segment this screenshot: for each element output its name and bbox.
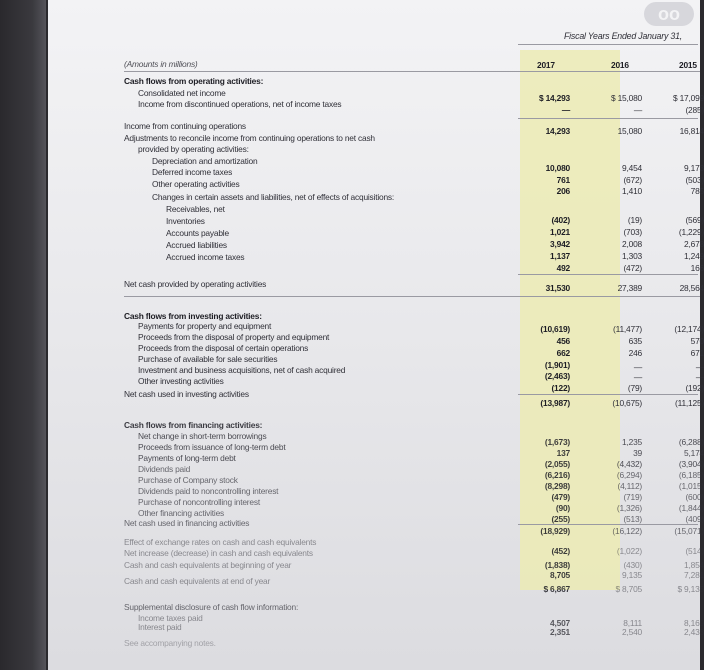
change-value-2015: 166 [690, 263, 704, 273]
ending-2017: $ 6,867 [543, 584, 570, 594]
op-item-value-2016: 9,454 [622, 163, 642, 173]
change-item-label: Receivables, net [166, 204, 225, 214]
op-item-label: Deferred income taxes [152, 167, 233, 177]
operating-total-label: Net cash provided by operating activities [124, 279, 267, 289]
year-2017: 2017 [537, 60, 555, 70]
inv-value-2017: (122) [551, 383, 570, 393]
op-total-2016: 27,389 [617, 283, 642, 293]
amounts-note: (Amounts in millions) [124, 59, 198, 69]
fx-2017: (452) [551, 546, 570, 556]
fin-total-2017: (18,929) [540, 526, 570, 536]
inv-value-2016: (79) [627, 383, 642, 393]
net-change-label: Net increase (decrease) in cash and cash equivalents [124, 548, 313, 558]
op-item-value-2015: 9,173 [684, 163, 704, 173]
inv-value-2017: 456 [556, 336, 570, 346]
op-item-label: Other operating activities [152, 179, 240, 189]
fin-value-2017: (2,055) [544, 459, 570, 469]
fin-total-2015: (15,071) [674, 526, 704, 536]
fin-item-label: Purchase of Company stock [138, 475, 238, 485]
op-total-2017: 31,530 [545, 283, 570, 293]
inv-value-2015: (12,174) [674, 324, 704, 334]
inv-value-2016: — [633, 362, 642, 372]
inv-value-2015: 570 [690, 336, 704, 346]
op-item-value-2017: 761 [556, 175, 570, 185]
logo-watermark-icon: oo [644, 2, 694, 26]
fin-item-label: Payments of long-term debt [138, 453, 236, 463]
op-item-value-2016: 1,410 [622, 186, 642, 196]
fiscal-period-header: Fiscal Years Ended January 31, [564, 31, 683, 41]
investing-heading: Cash flows from investing activities: [124, 311, 262, 321]
cni-2016: $ 15,080 [610, 93, 642, 103]
beginning-label: Cash and cash equivalents at beginning of year [124, 560, 292, 570]
change-value-2015: (569) [685, 215, 704, 225]
year-2016: 2016 [611, 60, 629, 70]
inv-value-2015: (192) [685, 383, 704, 393]
fin-value-2016: 39 [633, 448, 642, 458]
supp-item-label: Income taxes paid [138, 613, 203, 623]
fin-value-2016: (1,326) [616, 503, 642, 513]
supp-value-2016: 8,111 [623, 618, 642, 628]
change-item-label: Accounts payable [166, 228, 229, 238]
fin-value-2017: (479) [551, 492, 570, 502]
change-value-2015: 1,249 [684, 251, 704, 261]
supp-value-2017: 4,507 [550, 618, 570, 628]
discontinued-label: Income from discontinued operations, net of income taxes [138, 99, 342, 109]
fin-value-2016: (4,112) [617, 481, 642, 491]
inv-value-2015: — [695, 372, 704, 382]
op-item-value-2016: (672) [623, 175, 642, 185]
supp-value-2017: 2,351 [550, 627, 570, 637]
op-item-value-2015: 785 [690, 186, 704, 196]
net-change-2016: (430) [623, 560, 642, 570]
inv-value-2017: (10,619) [540, 324, 570, 334]
change-value-2016: 2,008 [622, 239, 642, 249]
op-item-label: Depreciation and amortization [152, 156, 258, 166]
cont-2017: 14,293 [545, 126, 570, 136]
fin-value-2016: (4,432) [616, 459, 642, 469]
fin-value-2017: (90) [555, 503, 570, 513]
fin-value-2015: (6,288) [678, 437, 704, 447]
fin-value-2017: (6,216) [544, 470, 570, 480]
fin-value-2015: 5,174 [684, 448, 704, 458]
inv-value-2016: 635 [628, 336, 642, 346]
rule-section-operating [124, 296, 700, 297]
ending-2015: $ 9,135 [677, 584, 704, 594]
inv-item-label: Other investing activities [138, 376, 224, 386]
supp-value-2015: 2,433 [684, 627, 704, 637]
change-item-label: Inventories [166, 216, 205, 226]
rule-financing-total [518, 524, 698, 525]
inv-item-label: Payments for property and equipment [138, 321, 272, 331]
inv-item-label: Purchase of available for sale securities [138, 354, 278, 364]
fin-value-2017: (8,298) [544, 481, 570, 491]
beginning-2017: 8,705 [550, 570, 570, 580]
fin-item-label: Dividends paid [138, 464, 191, 474]
disc-2016: — [633, 105, 642, 115]
fin-item-label: Net change in short-term borrowings [138, 431, 267, 441]
ending-label: Cash and cash equivalents at end of year [124, 576, 271, 586]
fin-item-label: Other financing activities [138, 508, 225, 518]
op-item-value-2015: (503) [685, 175, 704, 185]
inv-item-label: Investment and business acquisitions, net of cash acquired [138, 365, 346, 375]
rule-operating-total [518, 274, 698, 275]
year-2015: 2015 [679, 60, 697, 70]
header-bottom-rule [124, 71, 700, 72]
fin-value-2016: 1,235 [622, 437, 642, 447]
change-item-label: Accrued liabilities [166, 240, 227, 250]
inv-value-2017: (2,463) [544, 371, 570, 381]
financing-heading: Cash flows from financing activities: [124, 420, 263, 430]
disc-2015: (285) [685, 105, 704, 115]
cni-2015: $ 17,099 [672, 93, 704, 103]
inv-value-2015: 671 [690, 348, 704, 358]
investing-total-label: Net cash used in investing activities [124, 389, 249, 399]
adjustments-label-2: provided by operating activities: [138, 144, 249, 154]
fx-2015: (514) [685, 546, 704, 556]
financing-total-label: Net cash used in financing activities [124, 518, 250, 528]
fin-value-2015: (409) [685, 514, 704, 524]
change-value-2016: (703) [623, 227, 642, 237]
net-change-2017: (1,838) [544, 560, 570, 570]
change-value-2017: 1,021 [550, 227, 570, 237]
supp-value-2016: 2,540 [622, 627, 642, 637]
fin-value-2015: (3,904) [678, 459, 704, 469]
beginning-2015: 7,281 [684, 570, 704, 580]
header-rule [518, 44, 698, 45]
net-change-2015: 1,854 [684, 560, 704, 570]
change-value-2016: (472) [623, 263, 642, 273]
fin-item-label: Dividends paid to noncontrolling interest [138, 486, 279, 496]
beginning-2016: 9,135 [622, 570, 642, 580]
footnote: See accompanying notes. [124, 638, 216, 648]
fin-value-2017: (1,673) [544, 437, 570, 447]
change-value-2015: (1,229) [678, 227, 704, 237]
operating-heading: Cash flows from operating activities: [124, 76, 264, 86]
fin-value-2016: (513) [623, 514, 642, 524]
inv-value-2016: — [633, 372, 642, 382]
inv-value-2017: (1,901) [544, 360, 570, 370]
rule-investing-total [518, 394, 698, 395]
inv-value-2016: (11,477) [613, 324, 642, 334]
inv-item-label: Proceeds from the disposal of certain operations [138, 343, 309, 353]
changes-label: Changes in certain assets and liabilities, net of effects of acquisitions: [152, 192, 395, 202]
ending-2016: $ 8,705 [615, 584, 642, 594]
inv-value-2016: 246 [628, 348, 642, 358]
rule-continuing [518, 118, 698, 119]
disc-2017: — [561, 105, 570, 115]
fin-value-2015: (600) [685, 492, 704, 502]
change-item-label: Accrued income taxes [166, 252, 245, 262]
consolidated-net-income-label: Consolidated net income [138, 88, 226, 98]
op-item-value-2017: 10,080 [545, 163, 570, 173]
change-value-2017: (402) [551, 215, 570, 225]
change-value-2016: 1,303 [622, 251, 642, 261]
inv-total-2016: (10,675) [612, 398, 642, 408]
fin-item-label: Proceeds from issuance of long-term debt [138, 442, 286, 452]
op-total-2015: 28,564 [679, 283, 704, 293]
continuing-label: Income from continuing operations [124, 121, 246, 131]
fin-value-2015: (1,844) [678, 503, 704, 513]
adjustments-label-1: Adjustments to reconcile income from continuing operations to net cash [124, 133, 375, 143]
fin-item-label: Purchase of noncontrolling interest [138, 497, 260, 507]
cont-2016: 15,080 [617, 126, 642, 136]
inv-value-2017: 662 [556, 348, 570, 358]
change-value-2017: 1,137 [550, 251, 570, 261]
op-item-value-2017: 206 [556, 186, 570, 196]
fx-2016: (1,022) [616, 546, 642, 556]
change-value-2017: 492 [556, 263, 570, 273]
supplemental-heading: Supplemental disclosure of cash flow information: [124, 602, 299, 612]
fin-value-2016: (719) [623, 492, 642, 502]
fin-total-2016: (16,122) [612, 526, 642, 536]
fx-label: Effect of exchange rates on cash and cash equivalents [124, 537, 317, 547]
cni-2017: $ 14,293 [538, 93, 570, 103]
supp-item-label: Interest paid [138, 622, 182, 632]
inv-total-2017: (13,987) [540, 398, 570, 408]
change-value-2016: (19) [627, 215, 642, 225]
fin-value-2017: 137 [556, 448, 570, 458]
inv-total-2015: (11,125) [675, 398, 704, 408]
fin-value-2016: (6,294) [616, 470, 642, 480]
fin-value-2015: (1,015) [678, 481, 704, 491]
fin-value-2015: (6,185) [678, 470, 704, 480]
inv-value-2015: — [695, 362, 704, 372]
change-value-2017: 3,942 [550, 239, 570, 249]
document-page [48, 0, 704, 670]
cont-2015: 16,814 [679, 126, 704, 136]
background-edge [0, 0, 46, 670]
change-value-2015: 2,678 [684, 239, 704, 249]
inv-item-label: Proceeds from the disposal of property and equipment [138, 332, 330, 342]
supp-value-2015: 8,169 [684, 618, 704, 628]
fin-value-2017: (255) [551, 514, 570, 524]
